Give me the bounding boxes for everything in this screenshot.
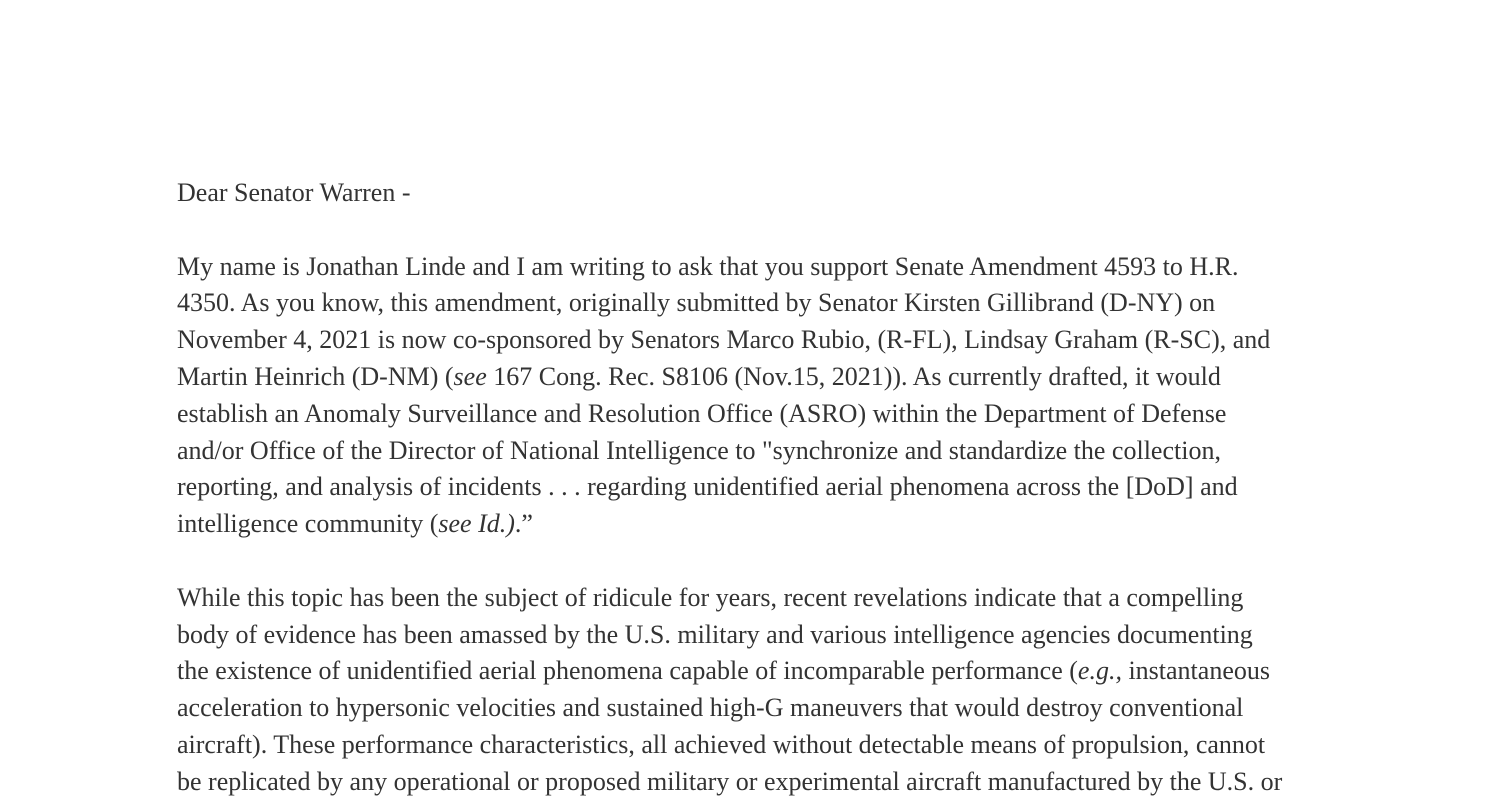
text-segment: instantaneous bbox=[1121, 656, 1270, 686]
text-segment: be replicated by any operational or proposed military or experimental aircraft manufactured by the U.S. or bbox=[177, 766, 1283, 796]
text-line bbox=[177, 433, 1282, 470]
text-segment: acceleration to hypersonic velocities and sustained high-G maneuvers that would destroy conventional bbox=[177, 693, 1244, 723]
text-segment: body of evidence has been amassed by the U.S. military and various intelligence agencies documenting bbox=[177, 619, 1253, 649]
text-line bbox=[177, 359, 1282, 396]
text-line bbox=[177, 506, 1282, 543]
text-line bbox=[177, 249, 1282, 286]
text-segment: the existence of unidentified aerial phenomena capable of incomparable performance ( bbox=[177, 656, 1078, 686]
text-segment: establish an Anomaly Surveillance and Resolution Office (ASRO) within the Department of Defense bbox=[177, 398, 1227, 428]
text-line bbox=[177, 764, 1282, 801]
text-segment: intelligence community ( bbox=[177, 509, 439, 539]
text-segment: November 4, 2021 is now co-sponsored by Senators Marco Rubio, (R-FL), Lindsay Graham (R-SC), and bbox=[177, 325, 1271, 355]
italic-text: see bbox=[453, 361, 487, 391]
text-line bbox=[177, 727, 1282, 764]
text-segment: My name is Jonathan Linde and I am writing to ask that you support Senate Amendment 4593 to H.R. bbox=[177, 251, 1239, 281]
text-line bbox=[177, 396, 1282, 433]
letter-document bbox=[177, 175, 1282, 801]
text-line bbox=[177, 690, 1282, 727]
salutation: Dear Senator Warren - bbox=[177, 178, 411, 207]
paragraph-spacer bbox=[177, 543, 1282, 580]
text-segment: reporting, and analysis of incidents . . . regarding unidentified aerial phenomena across the [DoD] and bbox=[177, 472, 1238, 502]
text-line bbox=[177, 653, 1282, 690]
text-segment: and/or Office of the Director of National Intelligence to "synchronize and standardize the collection, bbox=[177, 435, 1221, 465]
text-line bbox=[177, 285, 1282, 322]
text-segment: 4350. As you know, this amendment, originally submitted by Senator Kirsten Gillibrand (D-NY) on bbox=[177, 288, 1216, 318]
paragraph-1 bbox=[177, 249, 1282, 543]
text-line bbox=[177, 617, 1282, 654]
text-segment: .” bbox=[514, 509, 533, 539]
text-line bbox=[177, 322, 1282, 359]
text-segment: aircraft). These performance characteristics, all achieved without detectable means of propulsion, cannot bbox=[177, 729, 1266, 759]
italic-text: e.g., bbox=[1077, 656, 1122, 686]
text-line bbox=[177, 469, 1282, 506]
text-segment: While this topic has been the subject of ridicule for years, recent revelations indicate that a compelling bbox=[177, 582, 1244, 612]
italic-text: see Id.) bbox=[438, 509, 515, 539]
text-segment: Martin Heinrich (D-NM) ( bbox=[177, 361, 454, 391]
paragraph-2 bbox=[177, 580, 1282, 801]
text-segment: 167 Cong. Rec. S8106 (Nov.15, 2021)). As currently drafted, it would bbox=[486, 361, 1221, 391]
text-line bbox=[177, 580, 1282, 617]
paragraph-spacer bbox=[177, 212, 1282, 249]
